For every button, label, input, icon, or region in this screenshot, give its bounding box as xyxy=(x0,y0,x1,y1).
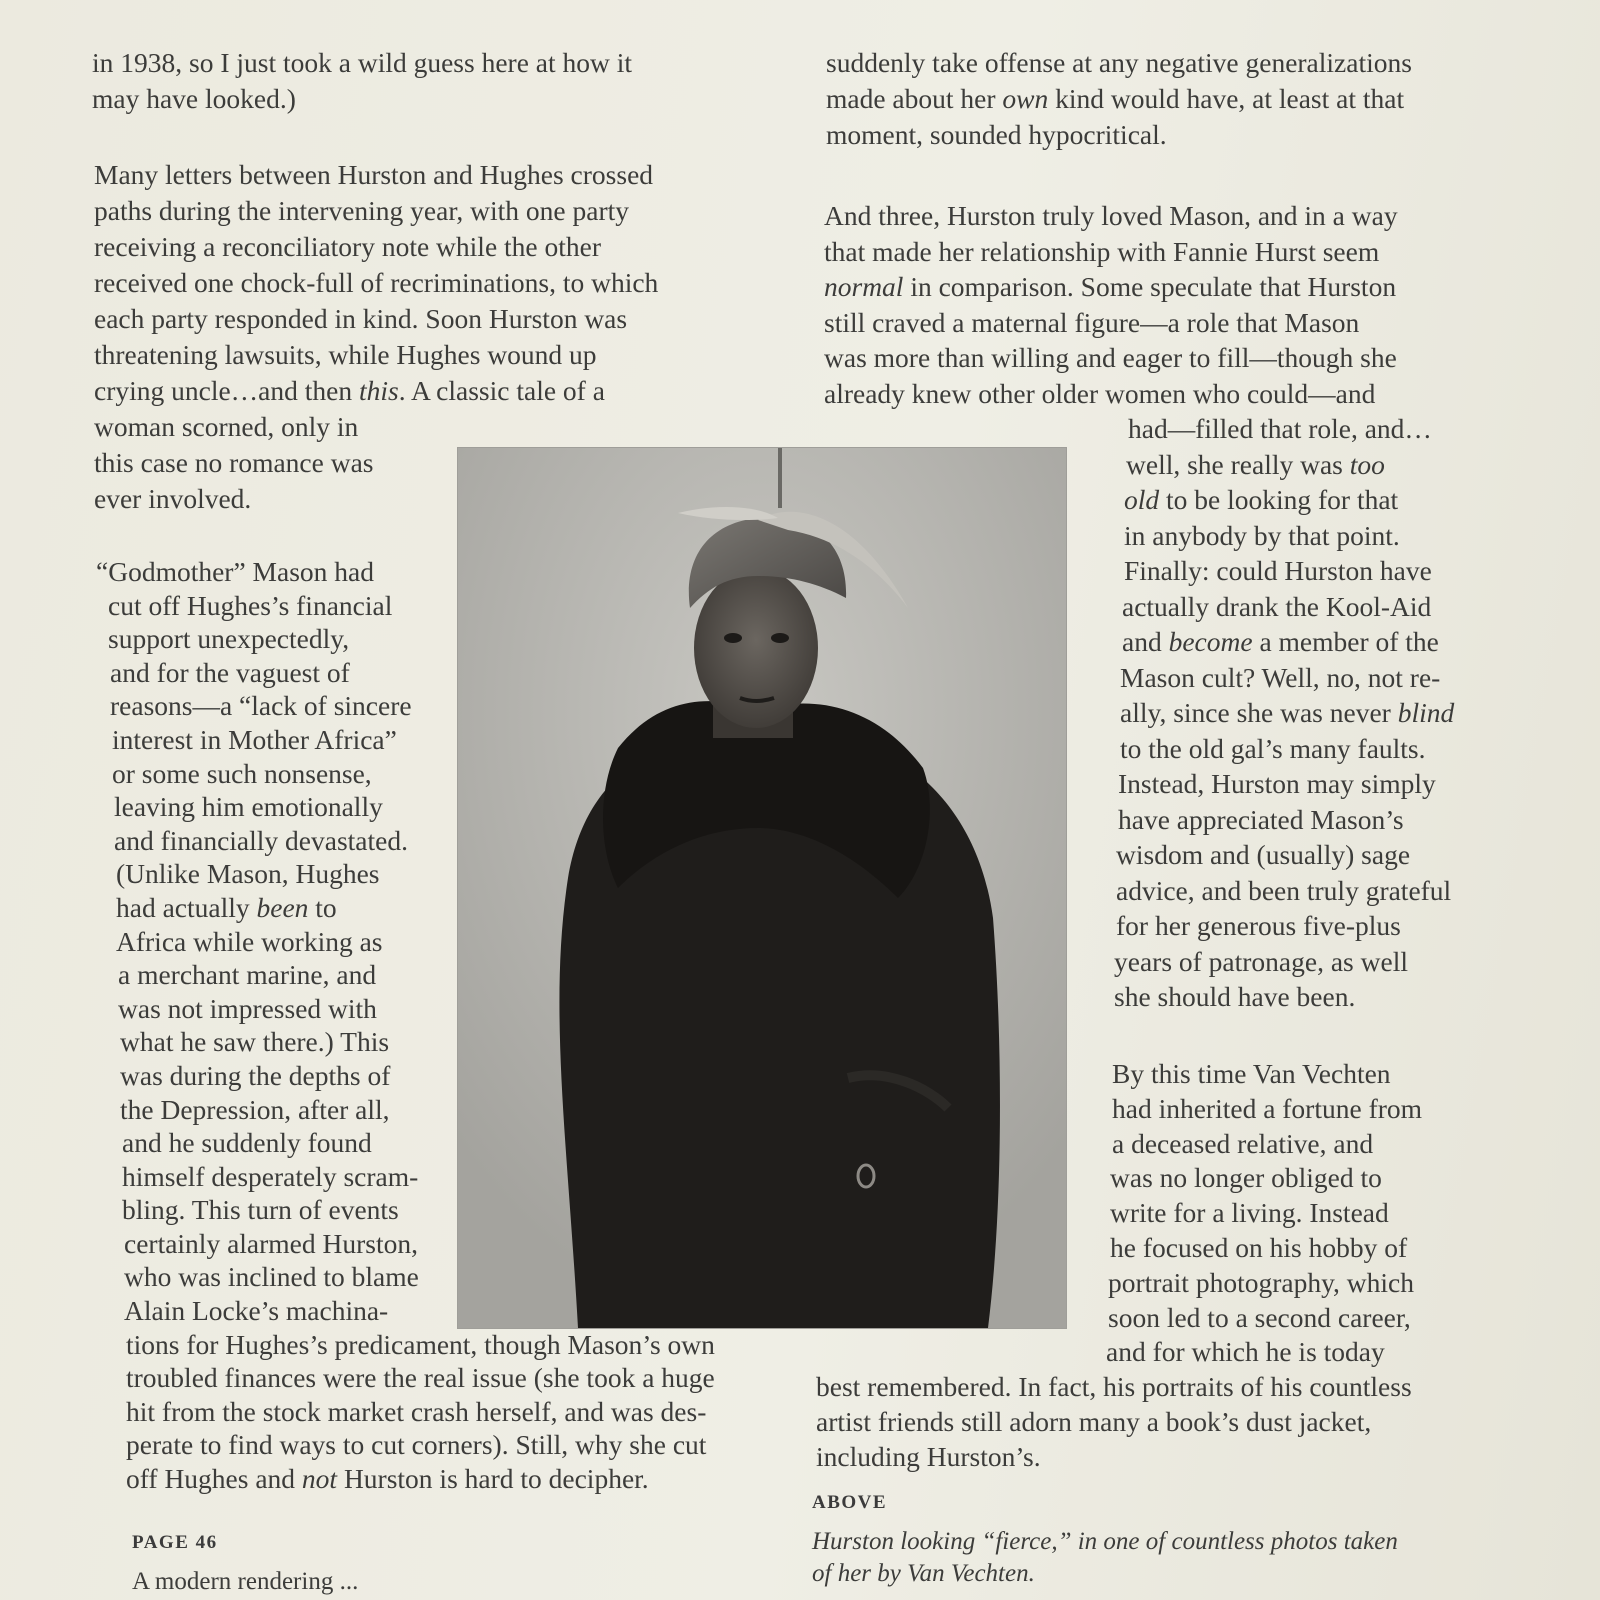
left-eye xyxy=(724,633,742,643)
page-caption-fragment: A modern rendering ... xyxy=(132,1568,359,1595)
above-label: ABOVE xyxy=(812,1492,888,1513)
face xyxy=(694,568,818,728)
portrait-illustration xyxy=(458,448,1066,1328)
paragraph-intro: in 1938, so I just took a wild guess here at how it may have looked.) xyxy=(92,47,633,114)
paragraph-godmother: “Godmother” Mason had cut off Hughes’s financial support unexpectedly, and for the vaguest of reasons—a “lack of sincere interest in Mother Africa” or some such nonsense, leaving him emotionally and financially devastated. (Unlike Mason, Hughes had actually been to Africa while working as a merchant marine, and was not impressed with what he saw there.) This was during the depths of the Depression, after all, and he suddenly found himself desperately scram- bling. This turn of events certainly alarmed Hurston, who was inclined to blame Alain Locke’s machina- tions for Hughes’s predicament, though Mason’s own troubled finances were the real issue (she took a huge hit from the stock market crash herself, and was des- perate to find ways to cut corners). Still, why she cut off Hughes and not Hurston is hard to decipher. xyxy=(96,556,715,1495)
portrait-photo xyxy=(458,448,1066,1328)
photo-caption: Hurston looking “fierce,” in one of countless photos taken of her by Van Vechten. xyxy=(812,1528,1398,1587)
right-eye xyxy=(771,633,789,643)
paragraph-three: And three, Hurston truly loved Mason, and in a way that made her relationship with Fannie Hurst seem normal in comparison. Some speculate that Hurston still craved a maternal figure—a role that Mason was more than willing and eager to fill—though she already knew other older women who could—and had—filled that role, and… well, she really was too old to be looking for that in anybody by that point. Finally: could Hurston have actually drank the Kool-Aid and become a member of the Mason cult? Well, no, not re- ally, since she was never blind to the old gal’s many faults. Instead, Hurston may simply have appreciated Mason’s wisdom and (usually) sage advice, and been truly grateful for her generous five-plus years of patronage, as well she should have been. xyxy=(824,200,1455,1012)
paragraph-letters: Many letters between Hurston and Hughes crossed paths during the intervening year, with one party receiving a reconciliatory note while the other received one chock-full of recriminations, to which each party responded in kind. Soon Hurston was threatening lawsuits, while Hughes wound up crying uncle…and then this. A classic tale of a woman scorned, only in this case no romance was ever involved. xyxy=(94,159,659,514)
paragraph-offense: suddenly take offense at any negative generalizations made about her own kind would have, at least at that moment, sounded hypocritical. xyxy=(826,47,1412,150)
paragraph-van-vechten: By this time Van Vechten had inherited a fortune from a deceased relative, and was no longer obliged to write for a living. Instead he focused on his hobby of portrait photography, which soon led to a second career, and for which he is today best remembered. In fact, his portraits of his countless artist friends still adorn many a book’s dust jacket, including Hurston’s. xyxy=(816,1058,1423,1472)
page-label: PAGE 46 xyxy=(132,1532,218,1553)
